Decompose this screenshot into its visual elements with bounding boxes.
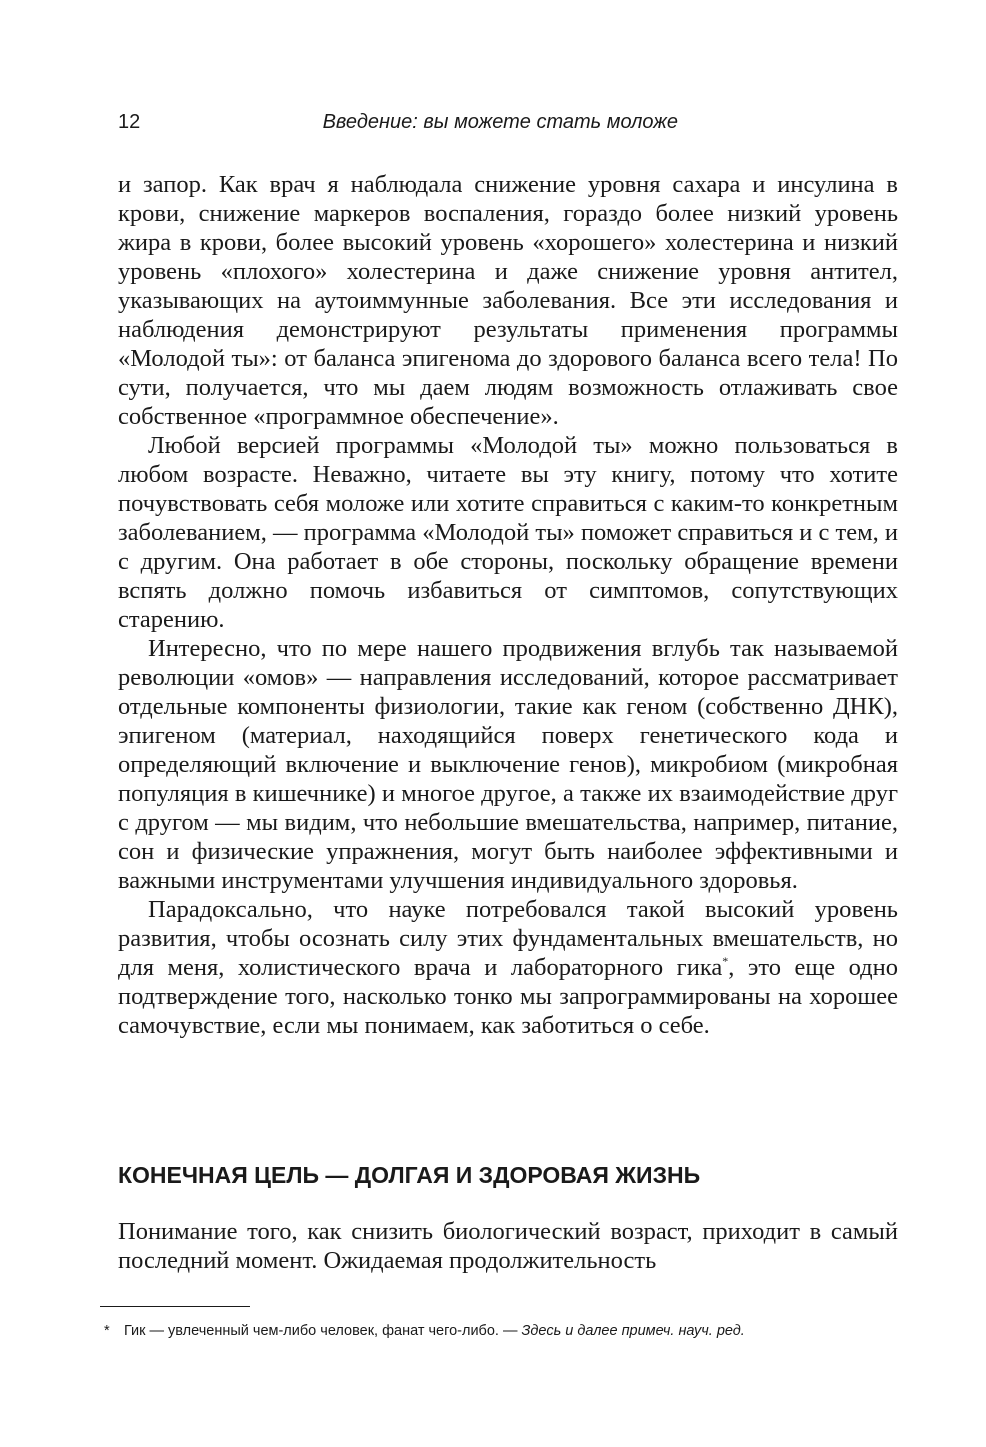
paragraph-4-end: , это еще одно подтверждение того, насколько тонко мы запрограммированы на хорошее самочувствие, если мы понимаем, как заботиться о себе.: [118, 954, 898, 1039]
footnote-divider: [100, 1306, 250, 1307]
chapter-title: Введение: вы можете стать моложе: [322, 111, 678, 133]
body-text: [118, 170, 898, 1040]
paragraph-4: [118, 895, 898, 1040]
paragraph-2: Любой версией программы «Молодой ты» можно пользоваться в любом возрасте. Неважно, читаете вы эту книгу, потому что хотите почувствовать себя моложе или хотите справиться с каким-то конкретным заболеванием, — программа «Молодой ты» поможет справиться и с тем, и с другим. Она работает в обе стороны, поскольку обращение времени вспять должно помочь избавиться от симптомов, сопутствующих старению.: [118, 432, 898, 633]
footnote: [104, 1321, 904, 1341]
section-heading: КОНЕЧНАЯ ЦЕЛЬ — ДОЛГАЯ И ЗДОРОВАЯ ЖИЗНЬ: [118, 1162, 701, 1188]
page-number: 12: [118, 111, 141, 133]
footnote-marker: *: [104, 1323, 110, 1339]
footnote-source-note: Здесь и далее примеч. науч. ред.: [521, 1323, 745, 1339]
footnote-reference-mark: *: [722, 954, 729, 968]
paragraph-3: Интересно, что по мере нашего продвижения вглубь так называемой революции «омов» — направления исследований, которое рассматривает отдельные компоненты физиологии, такие как геном (собственно ДНК), эпигеном (материал, находящийся поверх генетического кода и определяющий включение и выключение генов), микробиом (микробная популяция в кишечнике) и многое другое, а также их взаимодействие друг с другом — мы видим, что небольшие вмешательства, например, питание, сон и физические упражнения, могут быть наиболее эффективными и важными инструментами улучшения индивидуального здоровья.: [118, 635, 898, 894]
footnote-text: Гик — увлеченный чем-либо человек, фанат чего-либо. —: [124, 1323, 522, 1339]
section-paragraph: Понимание того, как снизить биологический возраст, приходит в самый последний момент. Ожидаемая продолжительность: [118, 1218, 898, 1274]
paragraph-1: и запор. Как врач я наблюдала снижение уровня сахара и инсулина в крови, снижение маркеров воспаления, гораздо более низкий уровень жира в крови, более высокий уровень «хорошего» холестерина и низкий уровень «плохого» холестерина и даже снижение уровня антител, указывающих на аутоиммунные заболевания. Все эти исследования и наблюдения демонстрируют результаты применения программы «Молодой ты»: от баланса эпигенома до здорового баланса всего тела! По сути, получается, что мы даем людям возможность отлаживать свое собственное «программное обеспечение».: [118, 171, 898, 430]
paragraph-4-start: Парадоксально, что науке потребовался такой высокий уровень развития, чтобы осознать силу этих фундаментальных вмешательств, но для меня, холистического врача и лабораторного гика: [118, 896, 898, 981]
